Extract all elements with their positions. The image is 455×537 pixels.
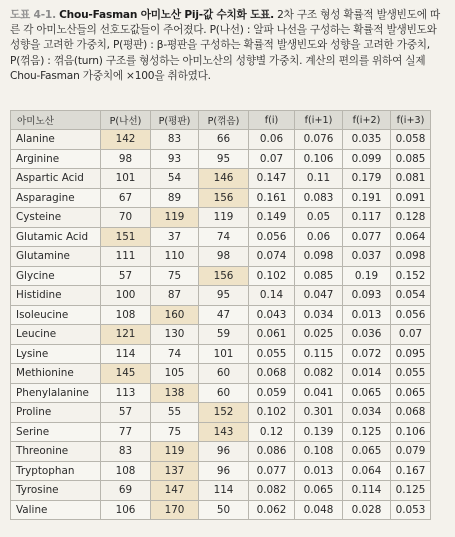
table-cell: 156 xyxy=(199,266,249,286)
table-row xyxy=(11,247,431,267)
table-cell: 55 xyxy=(151,403,199,423)
table-cell: 0.102 xyxy=(249,266,295,286)
amino-acid-name: Tyrosine xyxy=(11,481,101,501)
column-header: f(i+2) xyxy=(343,111,391,130)
table-cell: 0.07 xyxy=(249,149,295,169)
table-cell: 0.07 xyxy=(391,325,431,345)
table-cell: 57 xyxy=(101,403,151,423)
table-body xyxy=(11,130,431,520)
table-row xyxy=(11,130,431,150)
table-cell: 130 xyxy=(151,325,199,345)
table-cell: 0.152 xyxy=(391,266,431,286)
table-cell: 77 xyxy=(101,422,151,442)
table-cell: 0.106 xyxy=(391,422,431,442)
amino-acid-name: Alanine xyxy=(11,130,101,150)
table-cell: 0.11 xyxy=(295,169,343,189)
table-cell: 151 xyxy=(101,227,151,247)
table-cell: 75 xyxy=(151,422,199,442)
amino-acid-name: Phenylalanine xyxy=(11,383,101,403)
table-row xyxy=(11,266,431,286)
table-cell: 101 xyxy=(101,169,151,189)
table-row xyxy=(11,481,431,501)
table-cell: 0.125 xyxy=(343,422,391,442)
table-cell: 0.19 xyxy=(343,266,391,286)
table-cell: 0.149 xyxy=(249,208,295,228)
amino-acid-name: Lysine xyxy=(11,344,101,364)
table-cell: 0.065 xyxy=(343,383,391,403)
column-header: P(꺾음) xyxy=(199,111,249,130)
table-cell: 0.06 xyxy=(249,130,295,150)
table-cell: 170 xyxy=(151,500,199,520)
table-cell: 110 xyxy=(151,247,199,267)
table-row xyxy=(11,305,431,325)
table-cell: 0.058 xyxy=(391,130,431,150)
table-cell: 0.082 xyxy=(249,481,295,501)
table-cell: 57 xyxy=(101,266,151,286)
table-row xyxy=(11,383,431,403)
table-cell: 0.167 xyxy=(391,461,431,481)
table-cell: 47 xyxy=(199,305,249,325)
amino-acid-name: Arginine xyxy=(11,149,101,169)
table-cell: 0.085 xyxy=(391,149,431,169)
table-cell: 0.085 xyxy=(295,266,343,286)
table-cell: 60 xyxy=(199,364,249,384)
table-cell: 0.128 xyxy=(391,208,431,228)
table-row xyxy=(11,208,431,228)
table-cell: 0.054 xyxy=(391,286,431,306)
amino-acid-name: Methionine xyxy=(11,364,101,384)
amino-acid-name: Glutamine xyxy=(11,247,101,267)
column-header: P(나선) xyxy=(101,111,151,130)
table-cell: 0.036 xyxy=(343,325,391,345)
table-cell: 0.115 xyxy=(295,344,343,364)
table-row xyxy=(11,364,431,384)
table-cell: 0.161 xyxy=(249,188,295,208)
amino-acid-name: Isoleucine xyxy=(11,305,101,325)
table-cell: 0.037 xyxy=(343,247,391,267)
table-cell: 0.095 xyxy=(391,344,431,364)
table-cell: 89 xyxy=(151,188,199,208)
table-cell: 0.114 xyxy=(343,481,391,501)
table-cell: 83 xyxy=(151,130,199,150)
table-cell: 0.013 xyxy=(295,461,343,481)
table-cell: 54 xyxy=(151,169,199,189)
table-cell: 119 xyxy=(151,208,199,228)
table-cell: 147 xyxy=(151,481,199,501)
table-cell: 142 xyxy=(101,130,151,150)
table-cell: 105 xyxy=(151,364,199,384)
amino-acid-name: Serine xyxy=(11,422,101,442)
amino-acid-name: Proline xyxy=(11,403,101,423)
amino-acid-name: Histidine xyxy=(11,286,101,306)
table-row xyxy=(11,422,431,442)
table-cell: 0.025 xyxy=(295,325,343,345)
table-cell: 119 xyxy=(151,442,199,462)
table-cell: 0.108 xyxy=(295,442,343,462)
table-cell: 137 xyxy=(151,461,199,481)
table-cell: 152 xyxy=(199,403,249,423)
table-row xyxy=(11,227,431,247)
table-cell: 50 xyxy=(199,500,249,520)
table-cell: 66 xyxy=(199,130,249,150)
table-cell: 0.301 xyxy=(295,403,343,423)
table-cell: 0.048 xyxy=(295,500,343,520)
table-cell: 0.079 xyxy=(391,442,431,462)
table-cell: 0.068 xyxy=(249,364,295,384)
column-header: f(i+1) xyxy=(295,111,343,130)
table-cell: 0.12 xyxy=(249,422,295,442)
table-cell: 0.099 xyxy=(343,149,391,169)
table-cell: 93 xyxy=(151,149,199,169)
table-row xyxy=(11,169,431,189)
amino-acid-name: Aspartic Acid xyxy=(11,169,101,189)
table-cell: 0.074 xyxy=(249,247,295,267)
amino-acid-name: Glutamic Acid xyxy=(11,227,101,247)
table-cell: 96 xyxy=(199,461,249,481)
amino-acid-name: Asparagine xyxy=(11,188,101,208)
table-cell: 0.091 xyxy=(391,188,431,208)
amino-acid-name: Threonine xyxy=(11,442,101,462)
table-cell: 98 xyxy=(199,247,249,267)
table-cell: 0.061 xyxy=(249,325,295,345)
table-cell: 95 xyxy=(199,286,249,306)
table-cell: 0.117 xyxy=(343,208,391,228)
table-cell: 37 xyxy=(151,227,199,247)
table-cell: 0.098 xyxy=(295,247,343,267)
table-cell: 111 xyxy=(101,247,151,267)
table-cell: 0.065 xyxy=(391,383,431,403)
table-cell: 0.077 xyxy=(343,227,391,247)
table-cell: 98 xyxy=(101,149,151,169)
table-cell: 0.06 xyxy=(295,227,343,247)
table-cell: 0.064 xyxy=(391,227,431,247)
table-cell: 83 xyxy=(101,442,151,462)
table-cell: 0.059 xyxy=(249,383,295,403)
caption-title: Chou-Fasman 아미노산 Pij-값 수치화 도표. xyxy=(59,9,274,21)
table-cell: 0.043 xyxy=(249,305,295,325)
table-row xyxy=(11,461,431,481)
table-cell: 0.179 xyxy=(343,169,391,189)
table-cell: 138 xyxy=(151,383,199,403)
table-cell: 95 xyxy=(199,149,249,169)
table-cell: 143 xyxy=(199,422,249,442)
table-cell: 96 xyxy=(199,442,249,462)
table-cell: 0.082 xyxy=(295,364,343,384)
table-row xyxy=(11,325,431,345)
table-cell: 0.106 xyxy=(295,149,343,169)
table-cell: 121 xyxy=(101,325,151,345)
table-cell: 67 xyxy=(101,188,151,208)
table-cell: 69 xyxy=(101,481,151,501)
table-cell: 145 xyxy=(101,364,151,384)
table-cell: 146 xyxy=(199,169,249,189)
table-cell: 101 xyxy=(199,344,249,364)
column-header: f(i) xyxy=(249,111,295,130)
amino-acid-name: Glycine xyxy=(11,266,101,286)
table-cell: 0.056 xyxy=(249,227,295,247)
table-cell: 0.139 xyxy=(295,422,343,442)
table-cell: 0.028 xyxy=(343,500,391,520)
table-cell: 113 xyxy=(101,383,151,403)
table-cell: 0.034 xyxy=(343,403,391,423)
table-cell: 0.14 xyxy=(249,286,295,306)
table-cell: 160 xyxy=(151,305,199,325)
amino-acid-name: Tryptophan xyxy=(11,461,101,481)
table-row xyxy=(11,188,431,208)
table-cell: 0.098 xyxy=(391,247,431,267)
table-cell: 70 xyxy=(101,208,151,228)
table-cell: 0.086 xyxy=(249,442,295,462)
table-cell: 87 xyxy=(151,286,199,306)
table-cell: 106 xyxy=(101,500,151,520)
amino-acid-name: Cysteine xyxy=(11,208,101,228)
column-header: f(i+3) xyxy=(391,111,431,130)
amino-acid-name: Valine xyxy=(11,500,101,520)
table-cell: 0.065 xyxy=(295,481,343,501)
table-cell: 108 xyxy=(101,305,151,325)
table-cell: 75 xyxy=(151,266,199,286)
table-cell: 114 xyxy=(199,481,249,501)
table-cell: 119 xyxy=(199,208,249,228)
table-cell: 100 xyxy=(101,286,151,306)
table-cell: 0.041 xyxy=(295,383,343,403)
chou-fasman-table xyxy=(10,110,431,520)
table-cell: 0.081 xyxy=(391,169,431,189)
table-cell: 0.125 xyxy=(391,481,431,501)
table-cell: 108 xyxy=(101,461,151,481)
table-cell: 0.191 xyxy=(343,188,391,208)
table-row xyxy=(11,403,431,423)
table-cell: 0.083 xyxy=(295,188,343,208)
column-header: P(평판) xyxy=(151,111,199,130)
table-caption xyxy=(10,8,448,84)
table-row xyxy=(11,149,431,169)
table-cell: 0.053 xyxy=(391,500,431,520)
table-cell: 0.093 xyxy=(343,286,391,306)
table-cell: 0.055 xyxy=(249,344,295,364)
table-cell: 0.077 xyxy=(249,461,295,481)
column-header: 아미노산 xyxy=(11,111,101,130)
table-header-row xyxy=(11,111,431,130)
table-cell: 0.047 xyxy=(295,286,343,306)
table-cell: 0.055 xyxy=(391,364,431,384)
table-cell: 0.102 xyxy=(249,403,295,423)
table-cell: 0.062 xyxy=(249,500,295,520)
table-cell: 0.056 xyxy=(391,305,431,325)
amino-acid-name: Leucine xyxy=(11,325,101,345)
table-cell: 74 xyxy=(151,344,199,364)
table-cell: 0.014 xyxy=(343,364,391,384)
table-cell: 0.147 xyxy=(249,169,295,189)
table-cell: 74 xyxy=(199,227,249,247)
table-cell: 60 xyxy=(199,383,249,403)
table-cell: 0.068 xyxy=(391,403,431,423)
table-cell: 0.072 xyxy=(343,344,391,364)
caption-body: 2차 구조 형성 확률적 발생빈도에 따른 각 아미노산들의 선호도값들이 주어졌다. P(나선) : 알파 나선을 구성하는 확률적 발생빈도와 성향을 고려한 가중치, P(평판) : β-평판을 구성하는 확률적 발생빈도와 성향을 고려한 가중치, P(꺾음) : 꺾음(turn) 구조를 형성하는 아미노산의 성향별 가중치. 계산의 편의를 위하여 실제 Chou-Fasman 가중치에 ×100을 취하였다. xyxy=(10,9,440,82)
table-cell: 0.034 xyxy=(295,305,343,325)
table-row xyxy=(11,344,431,364)
table-cell: 0.05 xyxy=(295,208,343,228)
table-cell: 0.035 xyxy=(343,130,391,150)
table-row xyxy=(11,442,431,462)
table-row xyxy=(11,500,431,520)
table-cell: 0.013 xyxy=(343,305,391,325)
caption-label: 도표 4-1. xyxy=(10,9,56,21)
table-cell: 59 xyxy=(199,325,249,345)
table-cell: 0.065 xyxy=(343,442,391,462)
table-cell: 0.064 xyxy=(343,461,391,481)
table-cell: 114 xyxy=(101,344,151,364)
table-cell: 0.076 xyxy=(295,130,343,150)
table-cell: 156 xyxy=(199,188,249,208)
table-row xyxy=(11,286,431,306)
